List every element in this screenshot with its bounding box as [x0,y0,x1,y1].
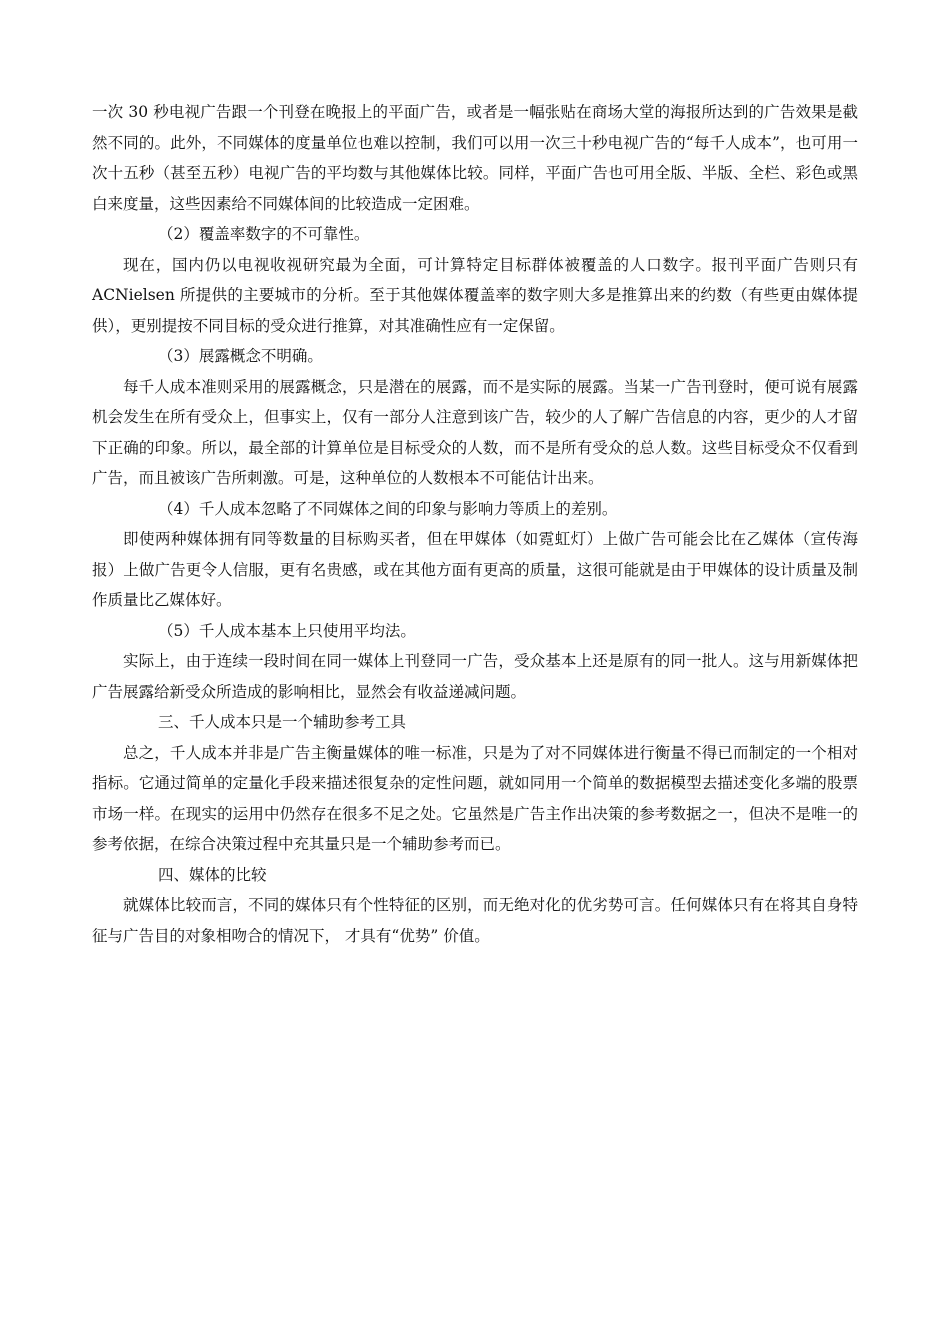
section-heading-4: 四、媒体的比较 [158,865,267,884]
list-item-heading-5: （5）千人成本基本上只使用平均法。 [158,621,416,640]
paragraph-diminishing-returns: 实际上，由于连续一段时间在同一媒体上刊登同一广告，受众基本上还是原有的同一批人。这与用新媒体把广告展露给新受众所造成的影响相比，显然会有收益递减问题。 [92,652,858,701]
list-item-heading-3: （3）展露概念不明确。 [158,347,323,365]
paragraph-quality-difference: 即使两种媒体拥有同等数量的目标购买者，但在甲媒体（如霓虹灯）上做广告可能会比在乙媒体（宣传海报）上做广告更令人信服，更有名贵感，或在其他方面有更高的质量，这很可能就是由于甲媒体的设计质量及制作质量比乙媒体好。 [92,530,858,609]
list-item-heading-4: （4）千人成本忽略了不同媒体之间的印象与影响力等质上的差别。 [158,499,618,518]
paragraph-exposure: 每千人成本准则采用的展露概念，只是潜在的展露，而不是实际的展露。当某一广告刊登时，便可说有展露机会发生在所有受众上，但事实上，仅有一部分人注意到该广告，较少的人了解广告信息的内容，更少的人才留下正确的印象。所以，最全部的计算单位是目标受众的人数，而不是所有受众的总人数。这些目标受众不仅看到广告，而且被该广告所刺激。可是，这种单位的人数根本不可能估计出来。 [92,377,858,487]
paragraph-auxiliary-tool: 总之，千人成本并非是广告主衡量媒体的唯一标准，只是为了对不同媒体进行衡量不得已而制定的一个相对指标。它通过简单的定量化手段来描述很复杂的定性问题，就如同用一个简单的数据模型去描述变化多端的股票市场一样。在现实的运用中仍然存在很多不足之处。它虽然是广告主作出决策的参考数据之一，但决不是唯一的参考依据，在综合决策过程中充其量只是一个辅助参考而已。 [92,743,858,853]
section-heading-3: 三、千人成本只是一个辅助参考工具 [158,713,407,731]
list-item-heading-2: （2）覆盖率数字的不可靠性。 [158,225,370,243]
paragraph-coverage: 现在，国内仍以电视收视研究最为全面，可计算特定目标群体被覆盖的人口数字。报刊平面广告则只有 ACNielsen 所提供的主要城市的分析。至于其他媒体覆盖率的数字则大多是推算出来的约数（有些更由媒体提供），更别提按不同目标的受众进行推算，对其准确性应有一定保留。 [92,255,858,335]
document-page [92,97,858,951]
paragraph-media-comparison: 就媒体比较而言，不同的媒体只有个性特征的区别，而无绝对化的优劣势可言。任何媒体只有在将其自身特征与广告目的对象相吻合的情况下， 才具有“优势” 价值。 [92,896,858,945]
paragraph-continuation: 一次 30 秒电视广告跟一个刊登在晚报上的平面广告，或者是一幅张贴在商场大堂的海报所达到的广告效果是截然不同的。此外，不同媒体的度量单位也难以控制，我们可以用一次三十秒电视广告的“每千人成本”，也可用一次十五秒（甚至五秒）电视广告的平均数与其他媒体比较。同样，平面广告也可用全版、半版、全栏、彩色或黑白来度量，这些因素给不同媒体间的比较造成一定困难。 [92,103,858,213]
